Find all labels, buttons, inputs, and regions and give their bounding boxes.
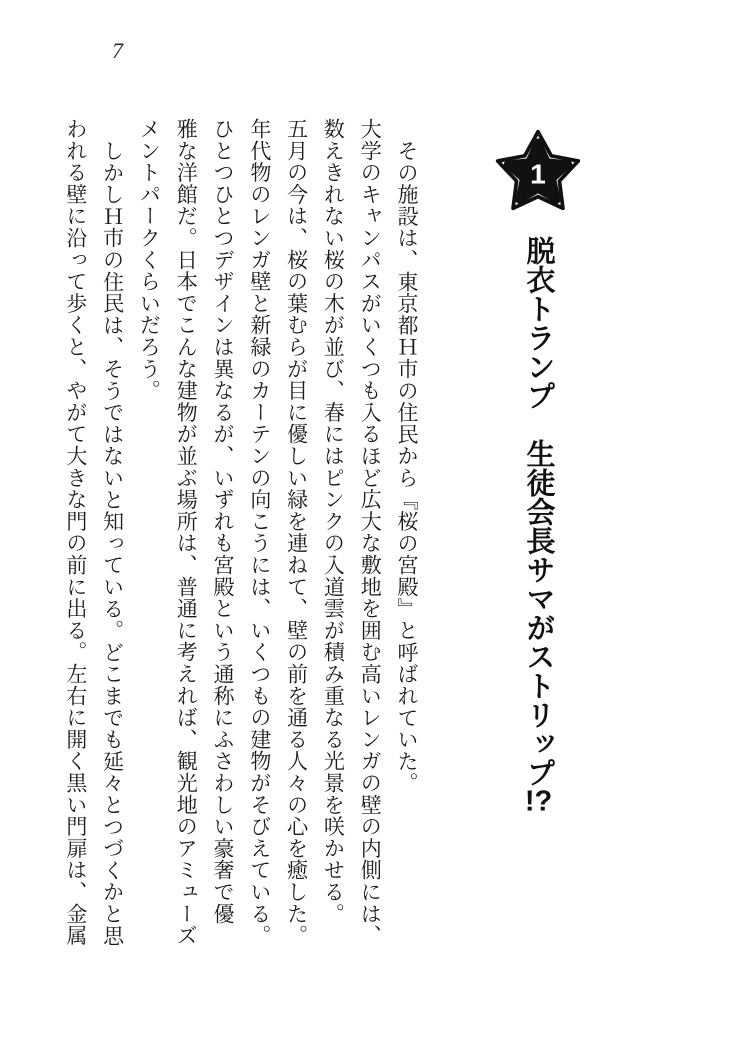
page-number: 7	[112, 38, 123, 63]
chapter-number-star-icon	[491, 120, 585, 230]
text-line: ひとつひとつデザインは異なるが、いずれも宮殿という通称にふさわしい豪奢で優	[211, 118, 236, 925]
text-line: 雅な洋館だ。日本でこんな建物が並ぶ場所は、普通に考えれば、観光地のアミューズ	[174, 118, 199, 947]
text-line: 年代物のレンガ壁と新緑のカーテンの向こうには、いくつもの建物がそびえている。	[247, 118, 272, 947]
text-line: しかしＨ市の住民は、そうではないと知っている。どこまでも延々とつづくかと思	[100, 140, 125, 947]
text-line: 五月の今は、桜の葉むらが目に優しい緑を連ねて、壁の前を通る人々の心を癒した。	[284, 118, 309, 947]
text-line: 大学のキャンパスがいくつも入るほど広大な敷地を囲む高いレンガの壁の内側には、	[358, 118, 383, 947]
chapter-title-text: 脱衣トランプ 生徒会長サマがストリップ	[522, 236, 555, 787]
chapter-title-punctuation: !?	[524, 787, 553, 816]
chapter-header	[489, 120, 587, 816]
text-line: 数えきれない桜の木が並び、春にはピンクの入道雲が積み重なる光景を咲かせる。	[321, 118, 346, 925]
text-line: メントパークくらいだろう。	[137, 118, 162, 402]
text-line: われる壁に沿って歩くと、やがて大きな門の前に出る。左右に開く黒い門扉は、金属	[63, 118, 88, 947]
text-line: その施設は、東京都Ｈ市の住民から『桜の宮殿』と呼ばれていた。	[395, 140, 419, 794]
chapter-number: 1	[530, 157, 546, 190]
chapter-title	[524, 236, 553, 816]
body-text	[57, 118, 425, 946]
